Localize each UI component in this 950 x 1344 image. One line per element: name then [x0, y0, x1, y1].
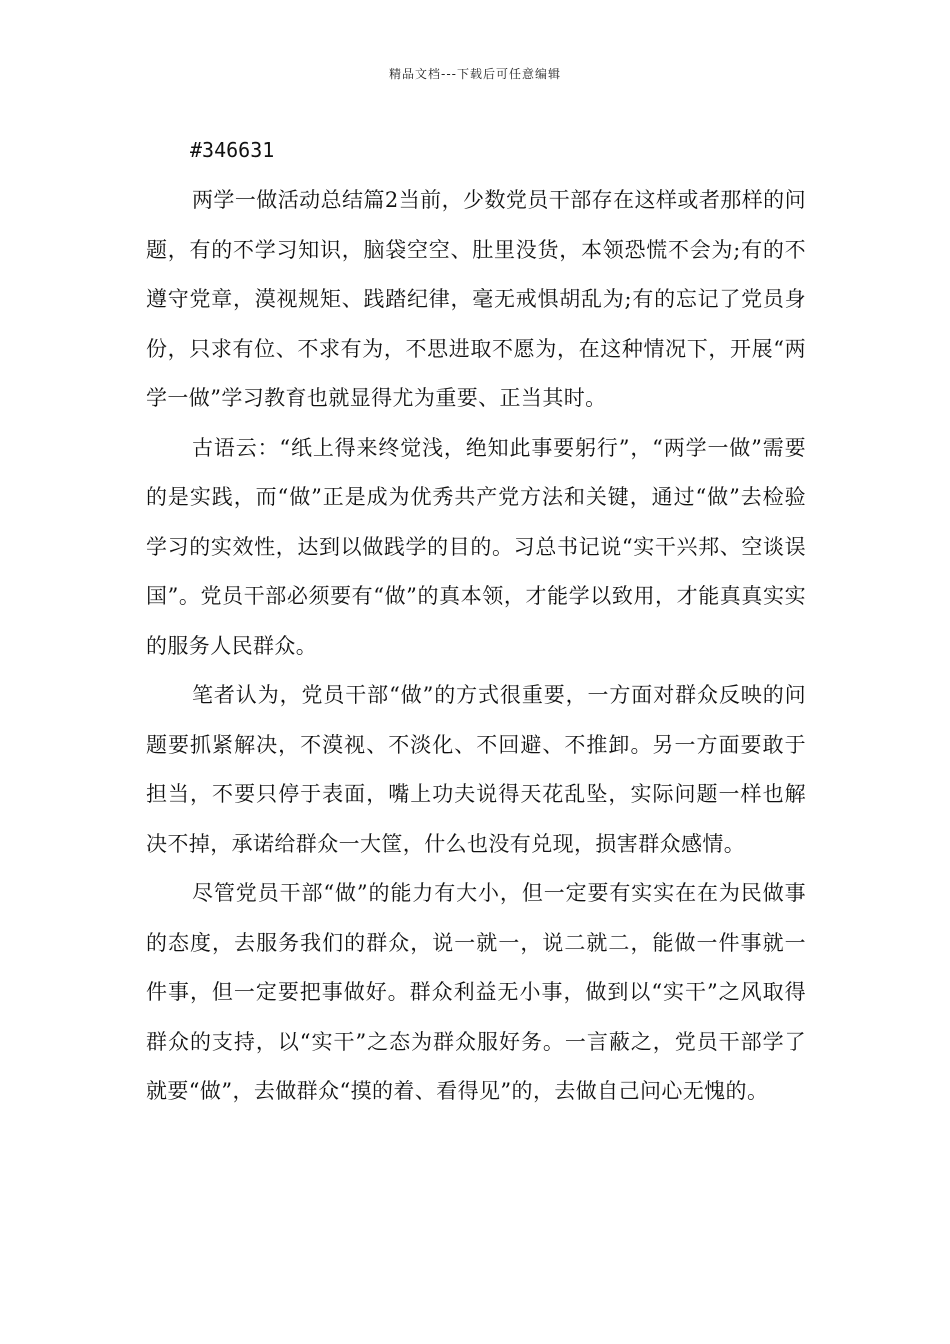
paragraph-2: 古语云：“纸上得来终觉浅，绝知此事要躬行”，“两学一做”需要的是实践，而“做”正是成为优秀共产党方法和关键，通过“做”去检验学习的实效性，达到以做践学的目的。习总书记说“实干兴邦、空谈误国”。党员干部必须要有“做”的真本领，才能学以致用，才能真真实实的服务人民群众。	[146, 435, 806, 658]
paragraph-3: 笔者认为，党员干部“做”的方式很重要，一方面对群众反映的问题要抓紧解决，不漠视、不淡化、不回避、不推卸。另一方面要敢于担当，不要只停于表面，嘴上功夫说得天花乱坠，实际问题一样也解决不掉，承诺给群众一大筐，什么也没有兑现，损害群众感情。	[146, 683, 806, 856]
document-id: #346631	[190, 138, 275, 162]
page-header: 精品文档---下载后可任意编辑	[389, 67, 561, 81]
paragraph-4: 尽管党员干部“做”的能力有大小，但一定要有实实在在为民做事的态度，去服务我们的群众，说一就一，说二就二，能做一件事就一件事，但一定要把事做好。群众利益无小事，做到以“实干”之风取得群众的支持，以“实干”之态为群众服好务。一言蔽之，党员干部学了就要“做”，去做群众“摸的着、看得见”的，去做自己问心无愧的。	[146, 881, 806, 1103]
paragraph-1: 两学一做活动总结篇2当前，少数党员干部存在这样或者那样的问题，有的不学习知识，脑袋空空、肚里没货，本领恐慌不会为;有的不遵守党章，漠视规矩、践踏纪律，毫无戒惧胡乱为;有的忘记了党员身份，只求有位、不求有为，不思进取不愿为，在这种情况下，开展“两学一做”学习教育也就显得尤为重要、正当其时。	[146, 188, 806, 410]
document-body	[146, 176, 806, 1117]
